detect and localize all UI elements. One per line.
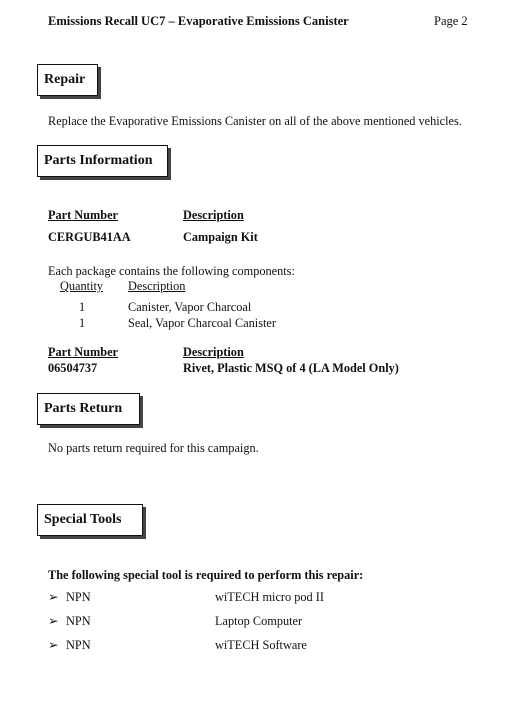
component-quantity: 1 [79, 316, 86, 330]
repair-text: Replace the Evaporative Emissions Canister on all of the above mentioned vehicles. [48, 114, 462, 128]
kit-part-number-label: Part Number [48, 208, 119, 222]
section-heading-parts-return: Parts Return [37, 393, 140, 425]
parts-return-text: No parts return required for this campaign. [48, 441, 259, 455]
tool-name: wiTECH micro pod II [215, 590, 324, 604]
page-number: Page 2 [434, 14, 468, 28]
rivet-description: Rivet, Plastic MSQ of 4 (LA Model Only) [183, 361, 399, 375]
document-title: Emissions Recall UC7 – Evaporative Emissions Canister [48, 14, 349, 28]
arrow-bullet-icon: ➢ [48, 638, 59, 652]
section-heading-special-tools: Special Tools [37, 504, 143, 536]
tool-name: Laptop Computer [215, 614, 303, 628]
rivet-description-label: Description [183, 345, 244, 359]
special-tools-intro: The following special tool is required to perform this repair: [48, 568, 364, 582]
component-quantity: 1 [79, 300, 86, 314]
component-description: Canister, Vapor Charcoal [128, 300, 252, 314]
tool-name: wiTECH Software [215, 638, 307, 652]
arrow-bullet-icon: ➢ [48, 614, 59, 628]
tool-number: NPN [66, 638, 91, 652]
component-description: Seal, Vapor Charcoal Canister [128, 316, 276, 330]
kit-description: Campaign Kit [183, 230, 258, 244]
rivet-part-number-label: Part Number [48, 345, 119, 359]
components-description-header: Description [128, 279, 186, 293]
rivet-part-number: 06504737 [48, 361, 98, 375]
arrow-bullet-icon: ➢ [48, 590, 59, 604]
kit-description-label: Description [183, 208, 244, 222]
section-heading-repair: Repair [37, 64, 98, 96]
kit-part-number: CERGUB41AA [48, 230, 131, 244]
tool-number: NPN [66, 590, 91, 604]
components-quantity-header: Quantity [60, 279, 104, 293]
package-intro: Each package contains the following components: [48, 264, 295, 278]
tool-number: NPN [66, 614, 91, 628]
section-heading-parts-information: Parts Information [37, 145, 168, 177]
